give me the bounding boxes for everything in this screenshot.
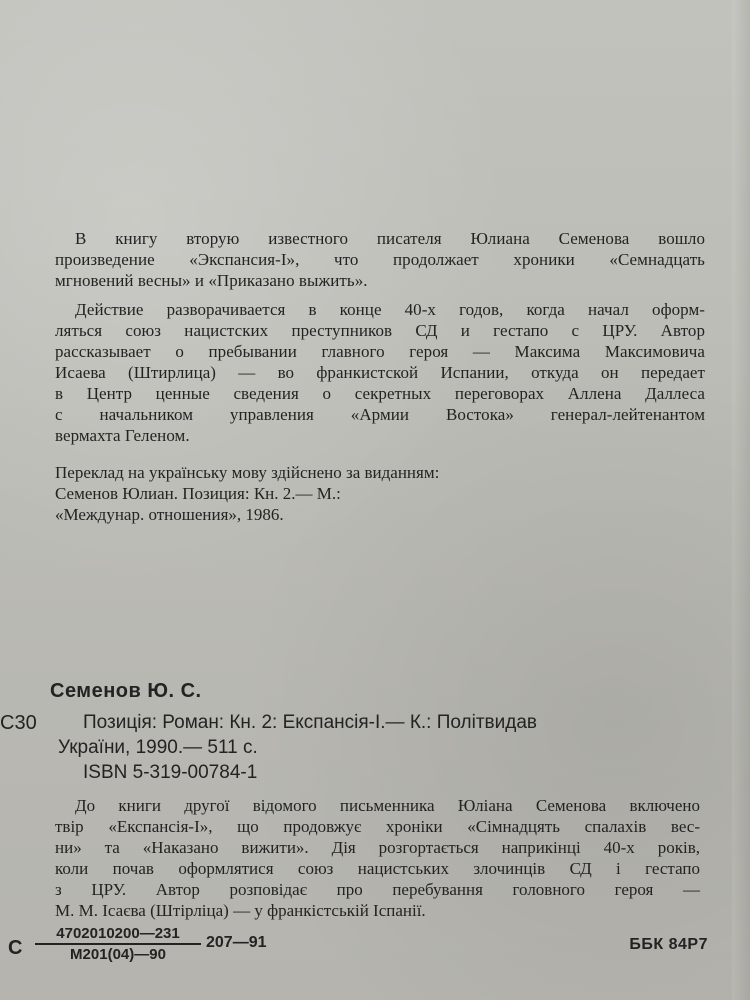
annotation-line: рассказывает о пребывании главного героя — Максима Максимовича xyxy=(55,342,705,361)
annotation-paragraph-1 xyxy=(55,228,705,291)
classification-codes xyxy=(8,924,708,969)
annotation-line: В книгу вторую известного писателя Юлиана Семенова вошло xyxy=(75,229,705,248)
bbk-code: ББК 84Р7 xyxy=(629,936,708,953)
annotation-line: вермахта Геленом. xyxy=(55,426,190,445)
publisher-year-pages-line: України, 1990.— 511 с. xyxy=(58,737,258,758)
translation-note-line: «Междунар. отношения», 1986. xyxy=(55,505,284,524)
library-index-code: С30 xyxy=(0,712,37,734)
annotation-line: в Центр ценные сведения о секретных переговорах Аллена Даллеса xyxy=(55,384,705,403)
translation-note-line: Переклад на українську мову здійснено за виданням: xyxy=(55,463,440,482)
russian-annotation xyxy=(55,228,705,454)
annotation-paragraph-2 xyxy=(55,299,705,446)
annotation-line: произведение «Экспансия-I», что продолжает хроники «Семнадцать xyxy=(55,250,705,269)
annotation-line: с начальником управления «Армии Востока» генерал-лейтенантом xyxy=(55,405,705,424)
catalog-middle-code: 207—91 xyxy=(206,934,267,951)
ukrainian-annotation-line: М. М. Ісаєва (Штірліца) — у франкістській Іспанії. xyxy=(55,901,426,920)
ukrainian-annotation-line: ни» та «Наказано вижити». Дія розгортається наприкінці 40-х років, xyxy=(55,838,700,857)
catalog-denominator: М201(04)—90 xyxy=(70,946,166,963)
catalog-fraction-code xyxy=(35,924,201,964)
title-publication-line: Позиція: Роман: Кн. 2: Експансія-I.— К.: Політвидав xyxy=(83,712,538,733)
isbn-line: ISBN 5-319-00784-1 xyxy=(83,762,258,783)
ukrainian-annotation-line: з ЦРУ. Автор розповідає про перебування головного героя — xyxy=(55,880,700,899)
translation-note-line: Семенов Юлиан. Позиция: Кн. 2.— М.: xyxy=(55,484,341,503)
c-letter-code: С xyxy=(8,937,23,959)
annotation-line: Исаева (Штирлица) — во франкистской Испании, откуда он передает xyxy=(55,363,705,382)
annotation-line: мгновений весны» и «Приказано выжить». xyxy=(55,271,368,290)
page-edge-shadow xyxy=(732,0,750,1000)
catalog-numerator: 4702010200—231 xyxy=(35,924,201,945)
annotation-line: Действие разворачивается в конце 40-х годов, когда начал оформ- xyxy=(75,300,705,319)
ukrainian-annotation-line: коли почав оформлятися союз нацистських злочинців СД і гестапо xyxy=(55,859,700,878)
ukrainian-annotation-line: До книги другої відомого письменника Юліана Семенова включено xyxy=(75,796,700,815)
ukrainian-annotation-line: твір «Експансія-I», що продовжує хроніки «Сімнадцять спалахів вес- xyxy=(55,817,700,836)
bibliographic-record xyxy=(58,710,718,785)
author-heading: Семенов Ю. С. xyxy=(50,680,202,702)
annotation-line: ляться союз нацистских преступников СД и гестапо с ЦРУ. Автор xyxy=(55,321,705,340)
translation-source-note xyxy=(55,462,475,525)
ukrainian-annotation xyxy=(55,795,700,921)
